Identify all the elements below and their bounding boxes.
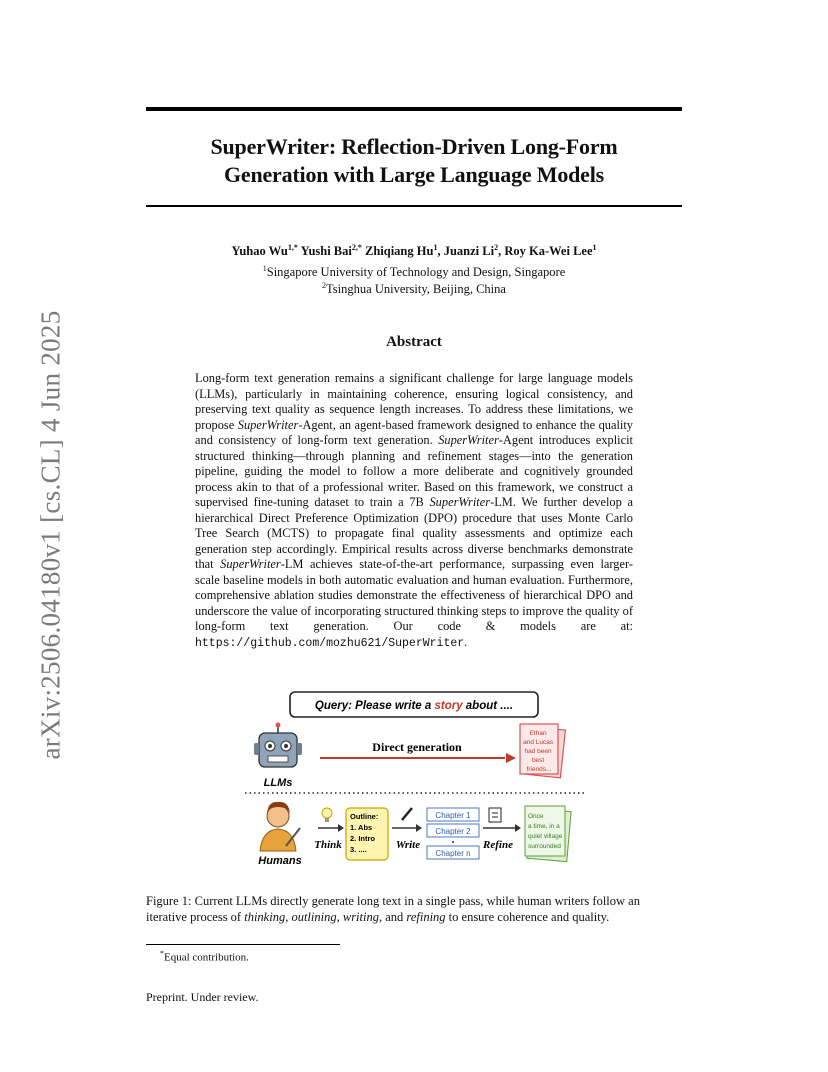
pen-icon (402, 808, 412, 820)
final-doc-line: quiet village (528, 833, 563, 840)
arxiv-side-label: arXiv:2506.04180v1 [cs.CL] 4 Jun 2025 (35, 310, 66, 760)
lightbulb-icon (322, 808, 332, 822)
footnote (160, 949, 249, 964)
abstract-text: -Agent, an agent-based framework designed to enhance the quality and consistency of long-form text generation. (195, 417, 633, 447)
chapter-label: Chapter n (435, 849, 471, 858)
caption-text: to ensure coherence and quality. (445, 910, 610, 924)
abstract-text: Long-form text generation remains a significant challenge for large language models (LLMs), particularly in maintaining coherence, ensuring logical consistency, and preserving text quality as sequence length increases. To address these limitations, we propose (195, 371, 633, 432)
affiliation-mark: 2 (322, 281, 327, 290)
llm-doc-line: best (531, 757, 545, 764)
caption-italic: thinking (244, 910, 286, 924)
caption-text: , and (378, 910, 407, 924)
chapter-label: Chapter 2 (435, 827, 471, 836)
preprint-note: Preprint. Under review. (146, 990, 259, 1004)
chapter-ellipsis (452, 841, 454, 843)
author-mark: 2,* (351, 243, 362, 252)
outline-line: Outline: (350, 812, 379, 821)
caption-italic: refining (406, 910, 446, 924)
robot-icon (254, 723, 302, 768)
author-mark: 2 (494, 243, 499, 252)
title-top-rule (146, 107, 682, 111)
title-bottom-rule (146, 205, 682, 207)
affiliation-text: Singapore University of Technology and Design, Singapore (266, 265, 566, 280)
human-writer-icon (260, 802, 300, 851)
author-mark: 1,* (287, 243, 298, 252)
paper-title (146, 133, 682, 189)
affiliation-1 (146, 264, 682, 280)
abstract-text: -LM achieves state-of-the-art performance, surpassing even larger-scale baseline models in both automatic evaluation and human evaluation. Furthermore, comprehensive ablation studies demonstrate the effectiveness of hierarchical DPO and underscore the value of incorporating structured thinking steps to improve the quality of long-form text generation. Our code & models are at: (195, 557, 633, 633)
caption-text: , (336, 910, 343, 924)
think-arrow-head (338, 824, 344, 832)
author-name: Juanzi Li (443, 244, 495, 259)
abstract-sw: SuperWriter (237, 417, 299, 432)
llm-doc-line: friends... (526, 766, 552, 773)
outline-line: 1. Abs (350, 823, 373, 832)
author-name: Yuhao Wu (231, 244, 288, 259)
abstract-sw: SuperWriter (220, 557, 281, 571)
figure-1 (240, 688, 590, 868)
caption-text: , (285, 910, 292, 924)
abstract-sw: SuperWriter (429, 495, 491, 509)
llm-doc-line: had been (524, 748, 552, 755)
final-doc-line: a time, in a (528, 823, 560, 830)
footnote-rule (146, 944, 340, 945)
abstract-text: -Agent introduces explicit structured thinking—through planning and refinement stages—into the generation pipeline, guiding the model to follow a more deliberate and cognitively grounded process akin to that of a professional writer. Based on this framework, we construct a supervised fine-tuning dataset to train a 7B (195, 433, 633, 509)
final-doc-line: Once (528, 813, 544, 820)
repo-link[interactable]: https://github.com/mozhu621/SuperWriter (195, 636, 465, 650)
abstract-body (195, 371, 633, 651)
query-highlight: story (434, 700, 463, 712)
query-prefix: Query: Please write a (314, 700, 435, 712)
footnote-mark: * (160, 949, 164, 958)
llm-label: LLMs (263, 777, 293, 789)
llm-doc-line: Ethan (529, 730, 547, 737)
abstract-sw: SuperWriter (438, 433, 499, 447)
abstract-end: . (464, 634, 468, 649)
outline-line: 2. Intro (350, 834, 376, 843)
caption-text: Figure 1: Current LLMs directly generate long text in a single pass, while human writers follow an iterative process of (146, 894, 640, 924)
author-list: Yuhao $Wu^{1,*}$ Yushi Bai$^{2,*}$ Zhiqiang Hu$^1$, Juanzi Li$^2$, Roy Ka-Wei Lee$^1$ (231, 243, 597, 259)
author-mark: 1 (592, 243, 597, 252)
clipboard-icon (489, 808, 501, 822)
figure-caption (146, 893, 682, 925)
author-name: Roy Ka-Wei Lee (504, 244, 593, 259)
abstract-text: -LM. We further develop a hierarchical Direct Preference Optimization (DPO) procedure that uses Monte Carlo Tree Search (MCTS) to propagate final quality assessments and optimize each generation step accordingly. Empirical results across diverse benchmarks demonstrate that (195, 495, 633, 571)
author-name: Zhiqiang Hu (365, 244, 434, 259)
llm-doc-line: and Lucas (523, 739, 554, 746)
affiliation-mark: 1 (262, 264, 267, 273)
title-line-2: Generation with Large Language Models (223, 162, 605, 187)
outline-line: 3. .... (350, 845, 367, 854)
abstract-heading: Abstract (386, 334, 442, 350)
write-arrow-head (416, 824, 422, 832)
refine-arrow-head (515, 824, 521, 832)
affiliation-text: Tsinghua University, Beijing, China (326, 282, 506, 297)
direct-arrow-head (506, 753, 516, 763)
caption-italic: outlining (291, 910, 337, 924)
affiliation-2 (146, 281, 682, 297)
refine-label: Refine (483, 839, 513, 851)
think-label: Think (314, 839, 342, 851)
human-label: Humans (258, 855, 302, 867)
final-doc-line: surrounded (528, 843, 561, 850)
caption-italic: writing (342, 910, 379, 924)
query-text (315, 700, 513, 712)
query-suffix: about .... (462, 700, 514, 712)
chapter-label: Chapter 1 (435, 811, 471, 820)
title-line-1: SuperWriter: Reflection-Driven Long-Form (210, 134, 618, 159)
author-name: Yushi Bai (300, 244, 352, 259)
write-label: Write (395, 839, 421, 851)
direct-generation-label: Direct generation (372, 740, 462, 754)
author-mark: 1 (433, 243, 438, 252)
footnote-text: Equal contribution. (164, 951, 249, 964)
